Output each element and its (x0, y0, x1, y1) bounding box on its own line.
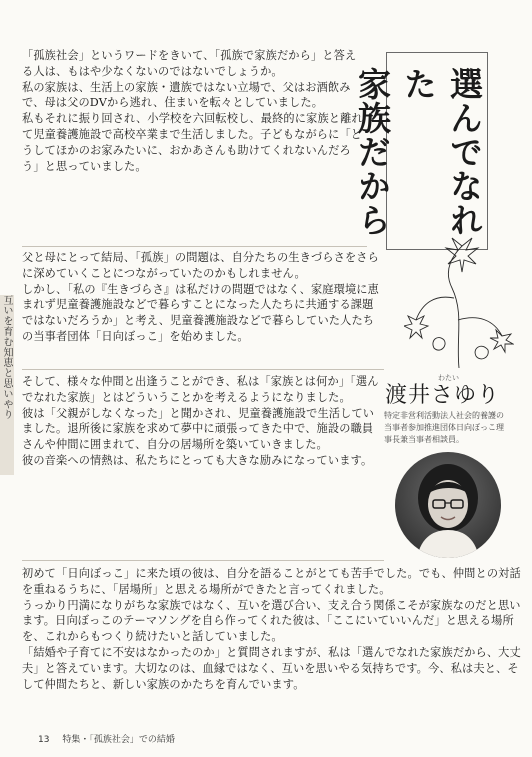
footer-section: 特集・「孤族社会」での結婚 (62, 735, 175, 745)
body-paragraph-3: そして、様々な仲間と出逢うことができ、私は「家族とは何か」「選んでなれた家族」とはどういうことかを考えるようになりました。 彼は「父親がしなくなった」と聞かされ、児童養護施設で生活していました。退所後に家族を求めて夢中に頑張ってきた中で、施設の職員さんや仲間に囲まれて、自分の居場所を築いていきました。 彼の音楽への情熱は、私たちにとっても大きな励みになっています。 (22, 375, 379, 467)
portrait-image (395, 452, 501, 558)
column-divider (22, 246, 367, 247)
page-footer (38, 732, 175, 746)
column-divider (22, 560, 384, 561)
article-title: 選んでなれた 家族だから (353, 67, 484, 237)
body-paragraph-4: 初めて「日向ぼっこ」に来た頃の彼は、自分を語ることがとても苦手でした。でも、仲間との対話を重ねるうちに、「居場所」と思える場所ができたと言ってくれました。 うっかり円満になりがちな家族ではなく、互いを選び合い、支え合う関係こそが家族なのだと思います。日向ぼっこのテーマソングを自ら作ってくれた彼は、「ここにいていいんだ」と思える場所を、これからもつくり続けたいと話していました。 「結婚や子育てに不安はなかったのか」と質問されますが、私は「選んでなれた家族だから、大丈夫」と答えています。大切なのは、血縁ではなく、互いを思いやる気持ちです。今、私は夫と、そして仲間たちと、新しい家族のかたちを育んでいます。 (22, 567, 521, 691)
flower-illustration (404, 228, 514, 370)
author-affiliation: 特定非営利活動法人社会的養護の 当事者参加推進団体日向ぼっこ理 事長兼当事者相談員。 (384, 411, 504, 444)
column-divider (22, 369, 384, 370)
body-paragraph-1: 「孤族社会」というワードをきいて、「孤族で家族だから」と答える人は、もはや少なくないのではないでしょうか。 私の家族は、生活上の家族・遺族ではない立場で、父はお酒飲みで、母は父のDVから逃れ、住まいを転々としていました。 私もそれに振り回され、小学校を六回転校し、最終的に家族と離れて児童養護施設で高校卒業まで生活しました。子どもながらに「どうしてほかのお家みたいに、おかあさんも助けてくれないんだろう」と思っていました。 (22, 49, 363, 173)
author-name: 渡井さゆり (385, 383, 501, 408)
author-ruby: わたい (438, 374, 459, 382)
page-number: 13 (38, 735, 50, 745)
body-paragraph-2: 父と母にとって結局、「孤族」の問題は、自分たちの生きづらさをさらに深めていくことにつながっていたのかもしれません。 しかし、「私の『生きづらさ』は私だけの問題ではなく、家庭環境に恵まれず児童養護施設などで暮らすことになった人たちに共通する課題ではないだろうか」と考え、児童養護施設などで暮らしていた人たちの当事者団体「日向ぼっこ」を始めました。 (22, 251, 379, 343)
author-photo (395, 452, 501, 558)
running-head: 互いを育む知恵と思いやり (1, 295, 12, 420)
headline-box (353, 52, 488, 250)
